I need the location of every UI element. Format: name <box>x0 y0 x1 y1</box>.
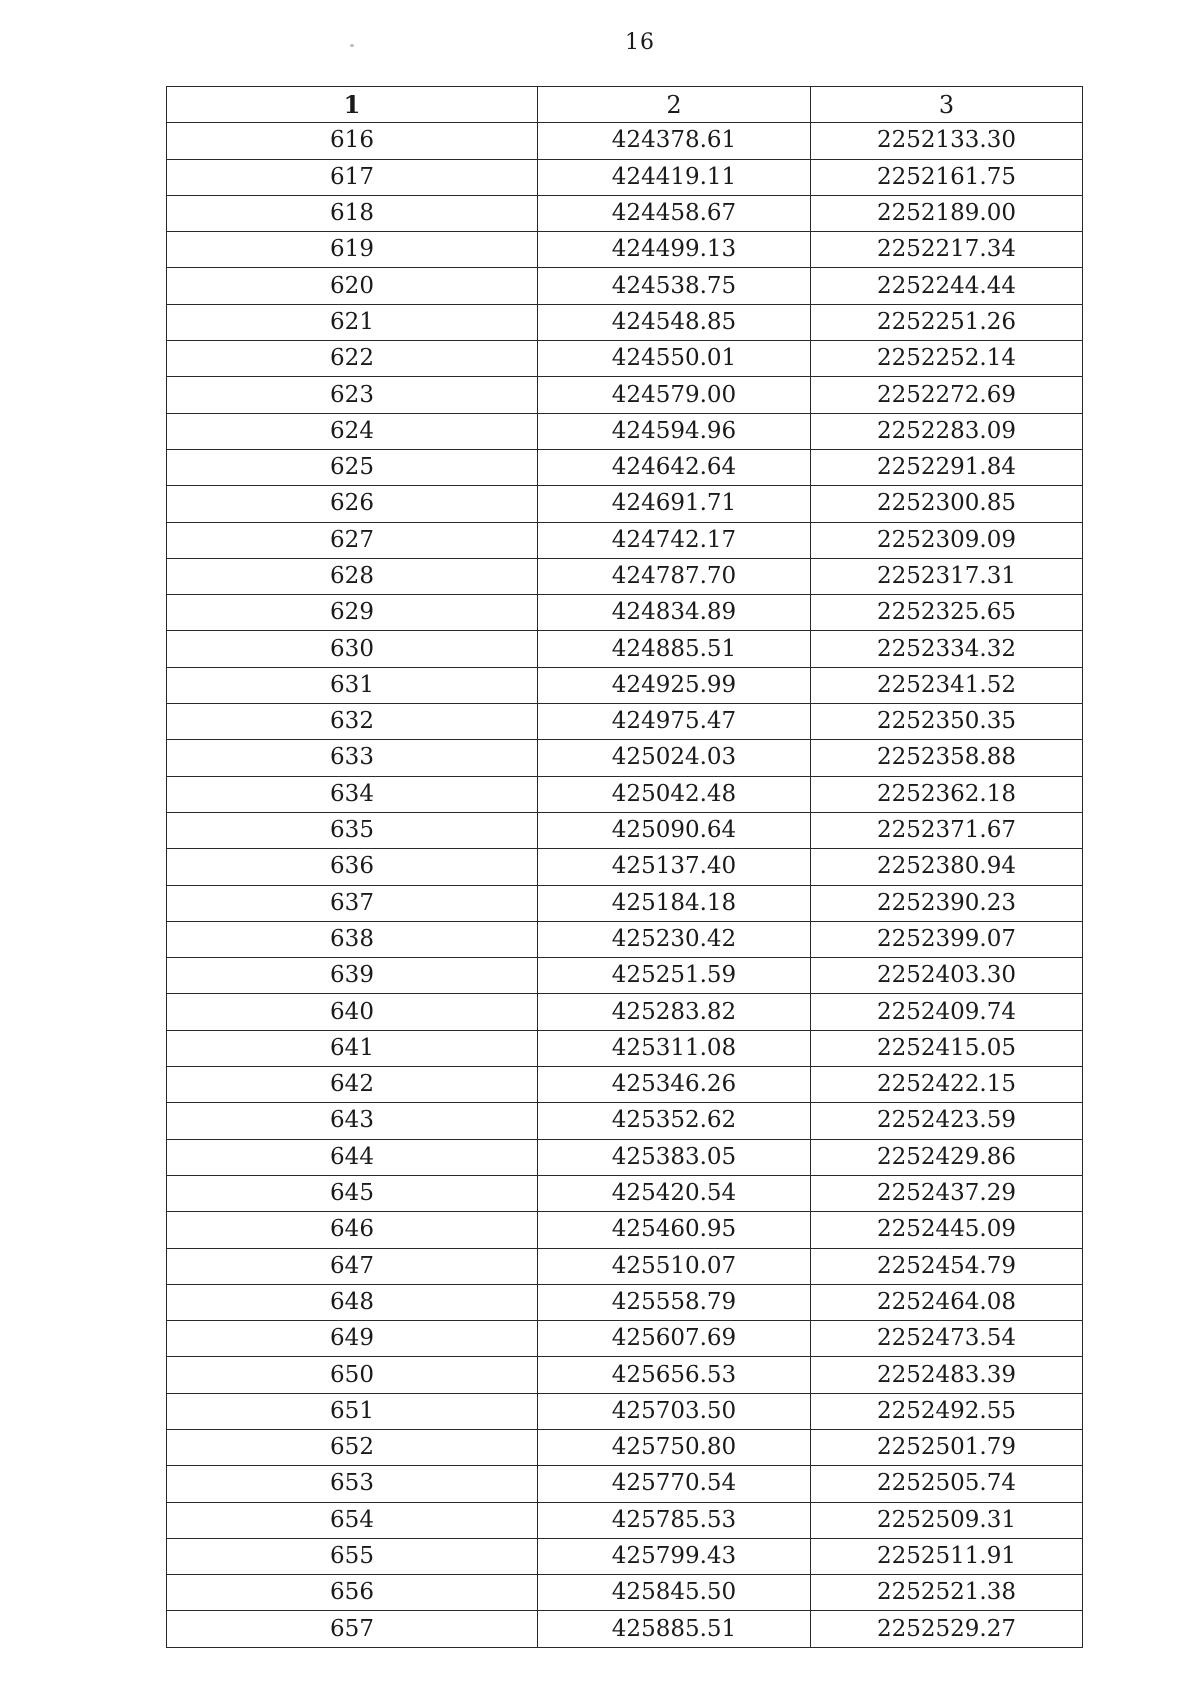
y-coordinate-cell: 2252445.09 <box>811 1212 1083 1248</box>
y-coordinate-cell: 2252317.31 <box>811 558 1083 594</box>
x-coordinate-cell: 424419.11 <box>538 159 811 195</box>
x-coordinate-cell: 424975.47 <box>538 704 811 740</box>
x-coordinate-cell: 425703.50 <box>538 1393 811 1429</box>
point-number-cell: 644 <box>167 1139 538 1175</box>
table-row <box>167 232 1083 268</box>
table-row <box>167 486 1083 522</box>
y-coordinate-cell: 2252341.52 <box>811 667 1083 703</box>
x-coordinate-cell: 424579.00 <box>538 377 811 413</box>
x-coordinate-cell: 424548.85 <box>538 304 811 340</box>
point-number-cell: 623 <box>167 377 538 413</box>
y-coordinate-cell: 2252309.09 <box>811 522 1083 558</box>
table-row <box>167 1284 1083 1320</box>
y-coordinate-cell: 2252437.29 <box>811 1175 1083 1211</box>
table-row <box>167 1139 1083 1175</box>
table-row <box>167 631 1083 667</box>
point-number-cell: 646 <box>167 1212 538 1248</box>
point-number-cell: 618 <box>167 195 538 231</box>
point-number-cell: 616 <box>167 123 538 159</box>
table-row <box>167 1466 1083 1502</box>
y-coordinate-cell: 2252371.67 <box>811 812 1083 848</box>
table-row <box>167 377 1083 413</box>
table-row <box>167 921 1083 957</box>
x-coordinate-cell: 425042.48 <box>538 776 811 812</box>
coordinates-table <box>166 86 1083 1648</box>
point-number-cell: 651 <box>167 1393 538 1429</box>
x-coordinate-cell: 424834.89 <box>538 595 811 631</box>
table-body <box>167 123 1083 1647</box>
x-coordinate-cell: 425770.54 <box>538 1466 811 1502</box>
scan-speck <box>350 44 354 47</box>
y-coordinate-cell: 2252429.86 <box>811 1139 1083 1175</box>
table-row <box>167 1212 1083 1248</box>
y-coordinate-cell: 2252423.59 <box>811 1103 1083 1139</box>
table-row <box>167 704 1083 740</box>
table-row <box>167 341 1083 377</box>
point-number-cell: 657 <box>167 1611 538 1647</box>
point-number-cell: 620 <box>167 268 538 304</box>
table-row <box>167 1175 1083 1211</box>
x-coordinate-cell: 425251.59 <box>538 958 811 994</box>
y-coordinate-cell: 2252409.74 <box>811 994 1083 1030</box>
table-row <box>167 449 1083 485</box>
y-coordinate-cell: 2252291.84 <box>811 449 1083 485</box>
y-coordinate-cell: 2252483.39 <box>811 1357 1083 1393</box>
point-number-cell: 637 <box>167 885 538 921</box>
table-row <box>167 994 1083 1030</box>
point-number-cell: 619 <box>167 232 538 268</box>
x-coordinate-cell: 425785.53 <box>538 1502 811 1538</box>
point-number-cell: 636 <box>167 849 538 885</box>
point-number-cell: 629 <box>167 595 538 631</box>
y-coordinate-cell: 2252217.34 <box>811 232 1083 268</box>
point-number-cell: 622 <box>167 341 538 377</box>
table-row <box>167 667 1083 703</box>
y-coordinate-cell: 2252252.14 <box>811 341 1083 377</box>
point-number-cell: 633 <box>167 740 538 776</box>
point-number-cell: 655 <box>167 1538 538 1574</box>
x-coordinate-cell: 425346.26 <box>538 1067 811 1103</box>
point-number-cell: 656 <box>167 1575 538 1611</box>
column-header-2: 2 <box>538 87 811 123</box>
point-number-cell: 652 <box>167 1429 538 1465</box>
table-header <box>167 87 1083 123</box>
page-number: 16 <box>625 30 655 55</box>
y-coordinate-cell: 2252133.30 <box>811 123 1083 159</box>
point-number-cell: 631 <box>167 667 538 703</box>
table-row <box>167 1575 1083 1611</box>
y-coordinate-cell: 2252399.07 <box>811 921 1083 957</box>
x-coordinate-cell: 425230.42 <box>538 921 811 957</box>
x-coordinate-cell: 425352.62 <box>538 1103 811 1139</box>
y-coordinate-cell: 2252505.74 <box>811 1466 1083 1502</box>
x-coordinate-cell: 424885.51 <box>538 631 811 667</box>
x-coordinate-cell: 425383.05 <box>538 1139 811 1175</box>
y-coordinate-cell: 2252473.54 <box>811 1321 1083 1357</box>
table-row <box>167 1538 1083 1574</box>
y-coordinate-cell: 2252511.91 <box>811 1538 1083 1574</box>
point-number-cell: 641 <box>167 1030 538 1066</box>
point-number-cell: 630 <box>167 631 538 667</box>
x-coordinate-cell: 424925.99 <box>538 667 811 703</box>
x-coordinate-cell: 424742.17 <box>538 522 811 558</box>
y-coordinate-cell: 2252244.44 <box>811 268 1083 304</box>
table-row <box>167 1248 1083 1284</box>
x-coordinate-cell: 425750.80 <box>538 1429 811 1465</box>
table-row <box>167 268 1083 304</box>
y-coordinate-cell: 2252403.30 <box>811 958 1083 994</box>
point-number-cell: 625 <box>167 449 538 485</box>
table-row <box>167 1321 1083 1357</box>
y-coordinate-cell: 2252283.09 <box>811 413 1083 449</box>
y-coordinate-cell: 2252251.26 <box>811 304 1083 340</box>
x-coordinate-cell: 424550.01 <box>538 341 811 377</box>
x-coordinate-cell: 425799.43 <box>538 1538 811 1574</box>
y-coordinate-cell: 2252161.75 <box>811 159 1083 195</box>
point-number-cell: 639 <box>167 958 538 994</box>
x-coordinate-cell: 424458.67 <box>538 195 811 231</box>
table-row <box>167 195 1083 231</box>
y-coordinate-cell: 2252358.88 <box>811 740 1083 776</box>
x-coordinate-cell: 424378.61 <box>538 123 811 159</box>
y-coordinate-cell: 2252380.94 <box>811 849 1083 885</box>
x-coordinate-cell: 424538.75 <box>538 268 811 304</box>
point-number-cell: 624 <box>167 413 538 449</box>
point-number-cell: 647 <box>167 1248 538 1284</box>
header-row <box>167 87 1083 123</box>
x-coordinate-cell: 425184.18 <box>538 885 811 921</box>
y-coordinate-cell: 2252272.69 <box>811 377 1083 413</box>
table-row <box>167 812 1083 848</box>
table-row <box>167 159 1083 195</box>
y-coordinate-cell: 2252501.79 <box>811 1429 1083 1465</box>
point-number-cell: 643 <box>167 1103 538 1139</box>
y-coordinate-cell: 2252464.08 <box>811 1284 1083 1320</box>
point-number-cell: 649 <box>167 1321 538 1357</box>
column-header-3: 3 <box>811 87 1083 123</box>
x-coordinate-cell: 425656.53 <box>538 1357 811 1393</box>
y-coordinate-cell: 2252492.55 <box>811 1393 1083 1429</box>
point-number-cell: 621 <box>167 304 538 340</box>
point-number-cell: 626 <box>167 486 538 522</box>
table-row <box>167 123 1083 159</box>
table-row <box>167 304 1083 340</box>
x-coordinate-cell: 425283.82 <box>538 994 811 1030</box>
x-coordinate-cell: 425885.51 <box>538 1611 811 1647</box>
point-number-cell: 654 <box>167 1502 538 1538</box>
x-coordinate-cell: 424642.64 <box>538 449 811 485</box>
point-number-cell: 617 <box>167 159 538 195</box>
table-row <box>167 885 1083 921</box>
table-row <box>167 1030 1083 1066</box>
table-row <box>167 1357 1083 1393</box>
x-coordinate-cell: 425460.95 <box>538 1212 811 1248</box>
point-number-cell: 638 <box>167 921 538 957</box>
y-coordinate-cell: 2252422.15 <box>811 1067 1083 1103</box>
x-coordinate-cell: 425311.08 <box>538 1030 811 1066</box>
table-row <box>167 558 1083 594</box>
x-coordinate-cell: 425024.03 <box>538 740 811 776</box>
point-number-cell: 650 <box>167 1357 538 1393</box>
x-coordinate-cell: 424787.70 <box>538 558 811 594</box>
x-coordinate-cell: 425845.50 <box>538 1575 811 1611</box>
y-coordinate-cell: 2252454.79 <box>811 1248 1083 1284</box>
x-coordinate-cell: 425420.54 <box>538 1175 811 1211</box>
y-coordinate-cell: 2252325.65 <box>811 595 1083 631</box>
y-coordinate-cell: 2252415.05 <box>811 1030 1083 1066</box>
table-row <box>167 958 1083 994</box>
table-row <box>167 776 1083 812</box>
point-number-cell: 627 <box>167 522 538 558</box>
y-coordinate-cell: 2252362.18 <box>811 776 1083 812</box>
table-row <box>167 1067 1083 1103</box>
table-row <box>167 1611 1083 1647</box>
point-number-cell: 628 <box>167 558 538 594</box>
point-number-cell: 645 <box>167 1175 538 1211</box>
point-number-cell: 640 <box>167 994 538 1030</box>
x-coordinate-cell: 425090.64 <box>538 812 811 848</box>
y-coordinate-cell: 2252300.85 <box>811 486 1083 522</box>
x-coordinate-cell: 425137.40 <box>538 849 811 885</box>
point-number-cell: 635 <box>167 812 538 848</box>
x-coordinate-cell: 424691.71 <box>538 486 811 522</box>
table-row <box>167 1393 1083 1429</box>
table-row <box>167 849 1083 885</box>
point-number-cell: 648 <box>167 1284 538 1320</box>
table-row <box>167 740 1083 776</box>
x-coordinate-cell: 425558.79 <box>538 1284 811 1320</box>
table-row <box>167 1103 1083 1139</box>
y-coordinate-cell: 2252390.23 <box>811 885 1083 921</box>
table-row <box>167 522 1083 558</box>
table-row <box>167 1429 1083 1465</box>
table-row <box>167 413 1083 449</box>
y-coordinate-cell: 2252521.38 <box>811 1575 1083 1611</box>
y-coordinate-cell: 2252189.00 <box>811 195 1083 231</box>
y-coordinate-cell: 2252334.32 <box>811 631 1083 667</box>
x-coordinate-cell: 424594.96 <box>538 413 811 449</box>
point-number-cell: 634 <box>167 776 538 812</box>
point-number-cell: 642 <box>167 1067 538 1103</box>
point-number-cell: 632 <box>167 704 538 740</box>
column-header-1: 1 <box>167 87 538 123</box>
x-coordinate-cell: 424499.13 <box>538 232 811 268</box>
point-number-cell: 653 <box>167 1466 538 1502</box>
x-coordinate-cell: 425510.07 <box>538 1248 811 1284</box>
y-coordinate-cell: 2252529.27 <box>811 1611 1083 1647</box>
table-row <box>167 1502 1083 1538</box>
y-coordinate-cell: 2252509.31 <box>811 1502 1083 1538</box>
table-row <box>167 595 1083 631</box>
x-coordinate-cell: 425607.69 <box>538 1321 811 1357</box>
y-coordinate-cell: 2252350.35 <box>811 704 1083 740</box>
